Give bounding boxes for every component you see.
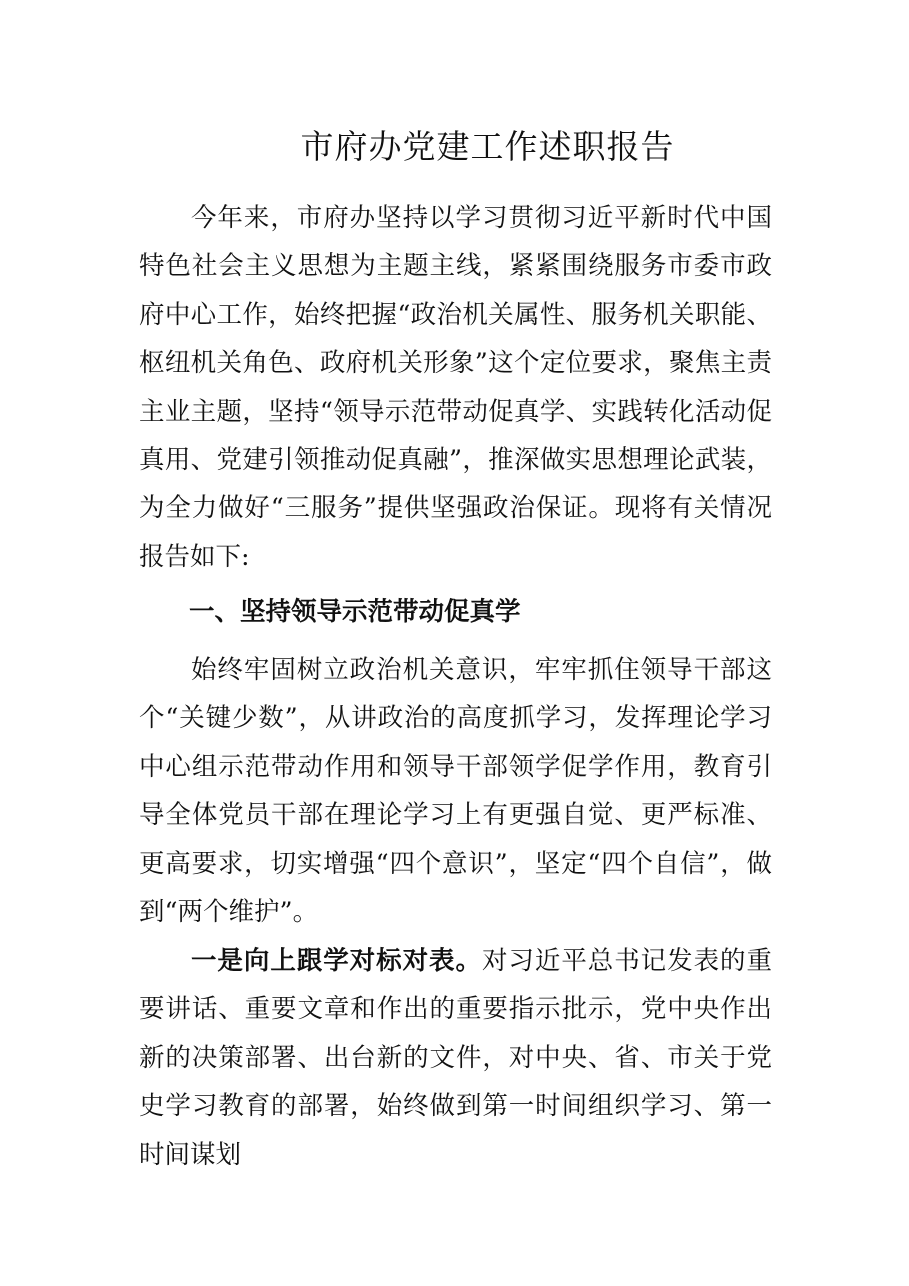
subpoint-1-paragraph [139, 937, 772, 1179]
document-title: 市府办党建工作述职报告 [300, 127, 675, 166]
section-1-paragraph [139, 646, 772, 936]
section-1-heading: 一、坚持领导示范带动促真学 [189, 597, 521, 627]
subpoint-1-text: 对习近平总书记发表的重要讲话、重要文章和作出的重要指示批示，党中央作出新的决策部署、出台新的文件，对中央、省、市关于党史学习教育的部署，始终做到第一时间组织学习、第一时间谋划 [139, 946, 772, 1170]
subpoint-1-lead: 一是向上跟学对标对表。 [190, 946, 482, 976]
intro-paragraph-text: 今年来，市府办坚持以学习贯彻习近平新时代中国特色社会主义思想为主题主线，紧紧围绕服务市委市政府中心工作，始终把握“政治机关属性、服务机关职能、枢纽机关角色、政府机关形象”这个定位要求，聚焦主责主业主题，坚持“领导示范带动促真学、实践转化活动促真用、党建引领推动促真融”，推深做实思想理论武装，为全力做好“三服务”提供坚强政治保证。现将有关情况报告如下: [139, 203, 772, 572]
section-1-paragraph-text: 始终牢固树立政治机关意识，牢牢抓住领导干部这个“关键少数”，从讲政治的高度抓学习，发挥理论学习中心组示范带动作用和领导干部领学促学作用，教育引导全体党员干部在理论学习上有更强自觉、更严标准、更高要求，切实增强“四个意识”，坚定“四个自信”，做到“两个维护”。 [139, 655, 772, 928]
intro-paragraph [139, 194, 772, 581]
